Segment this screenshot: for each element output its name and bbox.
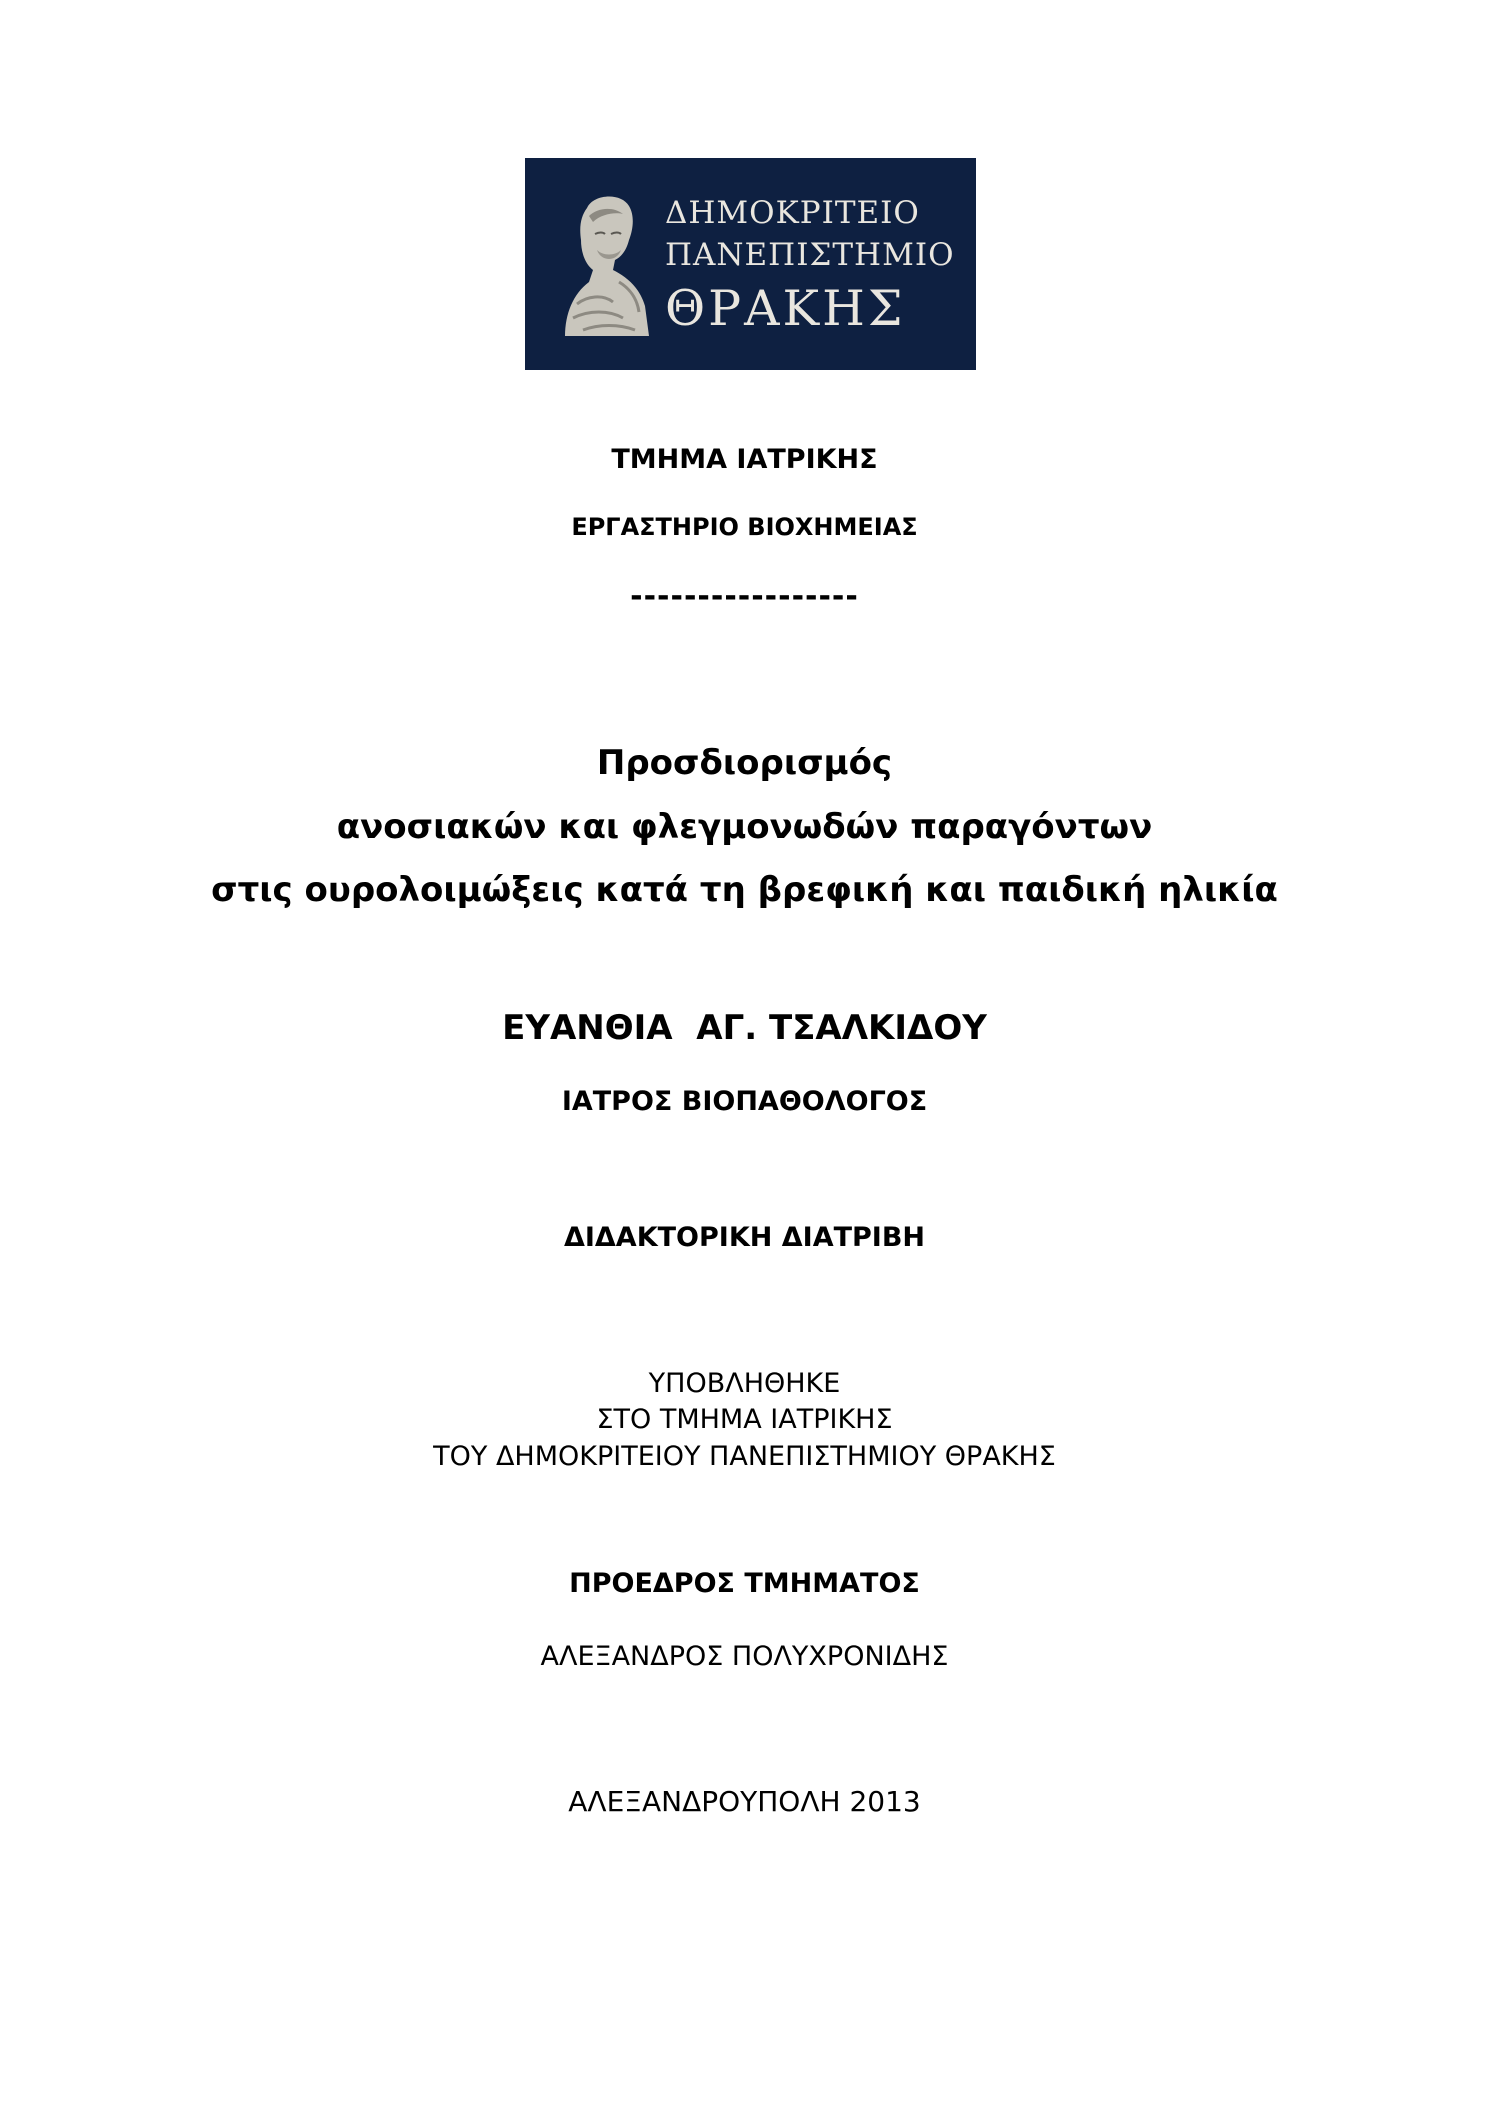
thesis-title-line-2: ανοσιακών και φλεγμονωδών παραγόντων	[336, 807, 1153, 847]
submission-line-2: ΣΤΟ ΤΜΗΜΑ ΙΑΤΡΙΚΗΣ	[596, 1404, 893, 1435]
chair-name: ΑΛΕΞΑΝΔΡΟΣ ΠΟΛΥΧΡΟΝΙΔΗΣ	[540, 1641, 949, 1672]
author-role: ΙΑΤΡΟΣ ΒΙΟΠΑΘΟΛΟΓΟΣ	[561, 1086, 928, 1117]
submission-line-3: ΤΟΥ ΔΗΜΟΚΡΙΤΕΙΟΥ ΠΑΝΕΠΙΣΤΗΜΙΟΥ ΘΡΑΚΗΣ	[433, 1441, 1056, 1472]
separator-line: -----------------	[630, 579, 859, 614]
logo-line-2: ΠΑΝΕΠΙΣΤΗΜΙΟ	[665, 237, 955, 273]
submission-line-1: ΥΠΟΒΛΗΘΗΚΕ	[648, 1368, 841, 1399]
thesis-title-line-1: Προσδιορισμός	[596, 743, 893, 783]
department-heading: ΤΜΗΜΑ ΙΑΤΡΙΚΗΣ	[611, 444, 878, 475]
author-name: ΕΥΑΝΘΙΑ ΑΓ. ΤΣΑΛΚΙΔΟΥ	[502, 1008, 987, 1048]
democritus-bust-icon	[543, 186, 663, 346]
document-type: ΔΙΔΑΚΤΟΡΙΚΗ ΔΙΑΤΡΙΒΗ	[563, 1222, 926, 1253]
place-and-year: ΑΛΕΞΑΝΔΡΟΥΠΟΛΗ 2013	[568, 1785, 921, 1818]
thesis-title-line-3: στις ουρολοιμώξεις κατά τη βρεφική και παιδική ηλικία	[211, 870, 1278, 910]
university-logo	[525, 158, 976, 370]
logo-line-1: ΔΗΜΟΚΡΙΤΕΙΟ	[665, 195, 920, 231]
logo-line-3: ΘΡΑΚΗΣ	[665, 280, 906, 337]
laboratory-heading: ΕΡΓΑΣΤΗΡΙΟ ΒΙΟΧΗΜΕΙΑΣ	[571, 513, 918, 541]
chair-label: ΠΡΟΕΔΡΟΣ ΤΜΗΜΑΤΟΣ	[569, 1568, 920, 1599]
